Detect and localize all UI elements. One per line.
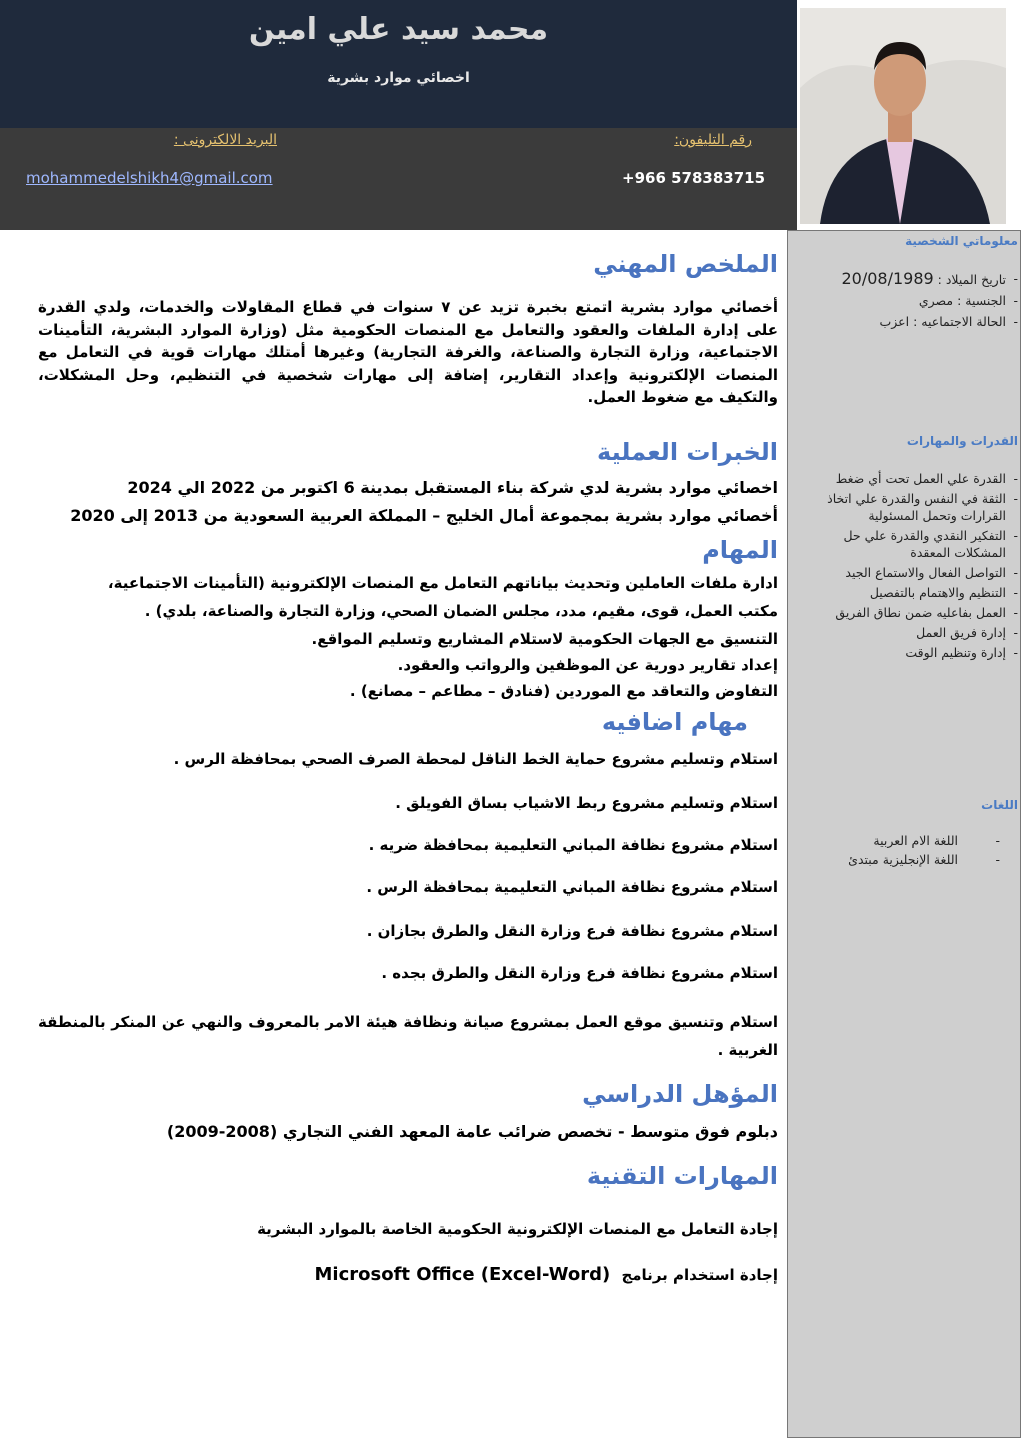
phone-value: +966 578383715: [622, 169, 766, 187]
task-item: مكتب العمل، قوى، مقيم، مدد، مجلس الضمان الصحي، وزارة التجارة والصناعة، بلدي) .: [144, 602, 778, 620]
email-label: البريد الالكترونى :: [173, 132, 277, 148]
dob-label: تاريخ الميلاد :: [937, 272, 1006, 287]
experience-item: أخصائي موارد بشرية بمجموعة أمال الخليج – المملكة العربية السعودية من 2013 إلى 2020: [70, 506, 778, 525]
summary-heading: الملخص المهني: [593, 250, 778, 278]
marital-status-item: [798, 313, 1020, 330]
nationality-label: الجنسية :: [957, 293, 1006, 308]
tech-skill-item: [315, 1264, 779, 1285]
skill-item: - التنظيم والاهتمام بالتفصيل: [798, 584, 1020, 601]
tech-skill-item: إجادة التعامل مع المنصات الإلكترونية الحكومية الخاصة بالموارد البشرية: [257, 1220, 778, 1238]
language-item: - اللغة الإنجليزية مبتدئ: [802, 851, 1002, 868]
extra-task-item: استلام وتسليم مشروع حماية الخط الناقل لمحطة الصرف الصحي بمحافظة الرس .: [173, 750, 778, 768]
education-text: دبلوم فوق متوسط - تخصص ضرائب عامة المعهد الفني التجاري (2008-2009): [166, 1122, 778, 1141]
summary-text: أخصائي موارد بشرية اتمتع بخبرة تزيد عن ٧ سنوات في قطاع المقاولات والخدمات، ولدي القدرة على إدارة الملفات والعقود والتعامل مع المنصات الحكومية مثل (وزارة الموارد البشرية، التأمينات الاجتماعية، وزارة التجارة والصناعة، والغرفة التجارية) وغيرها أمتلك مهارات قوية في التعامل مع المنصات الإلكترونية وإعداد التقارير، إضافة إلى مهارات شخصية في التنظيم، وحل المشكلات، والتكيف مع ضغوط العمل.: [38, 298, 779, 407]
program-name: Microsoft Office (Excel-Word): [314, 1264, 611, 1285]
task-item: ادارة ملفات العاملين وتحديث بياناتهم التعامل مع المنصات الإلكترونية (التأمينات الاجتماعية،: [107, 574, 778, 592]
languages-list: [802, 832, 1002, 868]
extra-task-item: استلام مشروع نظافة المباني التعليمية بمحافظة ضريه .: [368, 836, 778, 854]
education-heading: المؤهل الدراسي: [582, 1080, 778, 1108]
skill-item: - العمل بفاعليه ضمن نطاق الفريق: [798, 604, 1020, 621]
skills-heading: القدرات والمهارات: [906, 434, 1018, 448]
skill-item: - القدرة علي العمل تحت أي ضغط: [798, 470, 1020, 487]
tech-skill-label: إجادة استخدام برنامج: [621, 1266, 778, 1284]
experience-item: اخصائي موارد بشرية لدي شركة بناء المستقبل بمدينة 6 اكتوبر من 2022 الي 2024: [127, 478, 778, 497]
email-link[interactable]: mohammedelshikh4@gmail.com: [26, 169, 273, 187]
extra-task-item: استلام مشروع نظافة فرع وزارة النقل والطرق بجده .: [381, 964, 778, 982]
phone-label: رقم التليفون:: [674, 132, 752, 148]
task-item: إعداد تقارير دورية عن الموظفين والرواتب والعقود.: [397, 656, 778, 674]
tasks-heading: المهام: [702, 536, 778, 564]
task-item: التفاوض والتعاقد مع الموردين (فنادق – مطاعم – مصانع) .: [349, 682, 778, 700]
personal-info-list: [798, 270, 1020, 330]
extra-task-item: استلام وتسليم مشروع ربط الاشياب بساق الفويلق .: [395, 794, 778, 812]
dob-item: [798, 270, 1020, 288]
marital-status-label: الحالة الاجتماعيه :: [913, 314, 1006, 329]
tech-skills-heading: المهارات التقنية: [586, 1162, 778, 1190]
nationality-value: مصري: [918, 293, 954, 308]
job-title: اخصائي موارد بشرية: [327, 70, 470, 86]
skills-list: [798, 470, 1020, 661]
extra-tasks-heading: مهام اضافيه: [601, 708, 748, 736]
languages-heading: اللغات: [981, 798, 1018, 812]
skill-item: - الثقة في النفس والقدرة علي اتخاذ القرارات وتحمل المسئولية: [798, 490, 1020, 524]
skill-item: - التواصل الفعال والاستماع الجيد: [798, 564, 1020, 581]
personal-info-heading: معلوماتي الشخصية: [905, 234, 1018, 248]
person-silhouette-icon: [800, 8, 1006, 224]
dob-value: 20/08/1989: [841, 269, 934, 288]
experience-heading: الخبرات العملية: [597, 438, 778, 466]
marital-status-value: اعزب: [879, 314, 910, 329]
profile-photo: [800, 8, 1006, 224]
skill-item: - التفكير النقدي والقدرة علي حل المشكلات المعقدة: [798, 527, 1020, 561]
nationality-item: [798, 292, 1020, 309]
candidate-name: محمد سيد علي امين: [248, 12, 549, 47]
language-item: - اللغة الام العربية: [802, 832, 1002, 849]
extra-task-item: استلام وتنسيق موقع العمل بمشروع صيانة ونظافة هيئة الامر بالمعروف والنهي عن المنكر بالمنطقة الغربية .: [38, 1013, 778, 1059]
extra-task-item: استلام مشروع نظافة فرع وزارة النقل والطرق بجازان .: [366, 922, 778, 940]
skill-item: - إدارة وتنظيم الوقت: [798, 644, 1020, 661]
extra-task-item: استلام مشروع نظافة المباني التعليمية بمحافظة الرس .: [366, 878, 778, 896]
task-item: التنسيق مع الجهات الحكومية لاستلام المشاريع وتسليم المواقع.: [311, 630, 778, 648]
skill-item: - إدارة فريق العمل: [798, 624, 1020, 641]
